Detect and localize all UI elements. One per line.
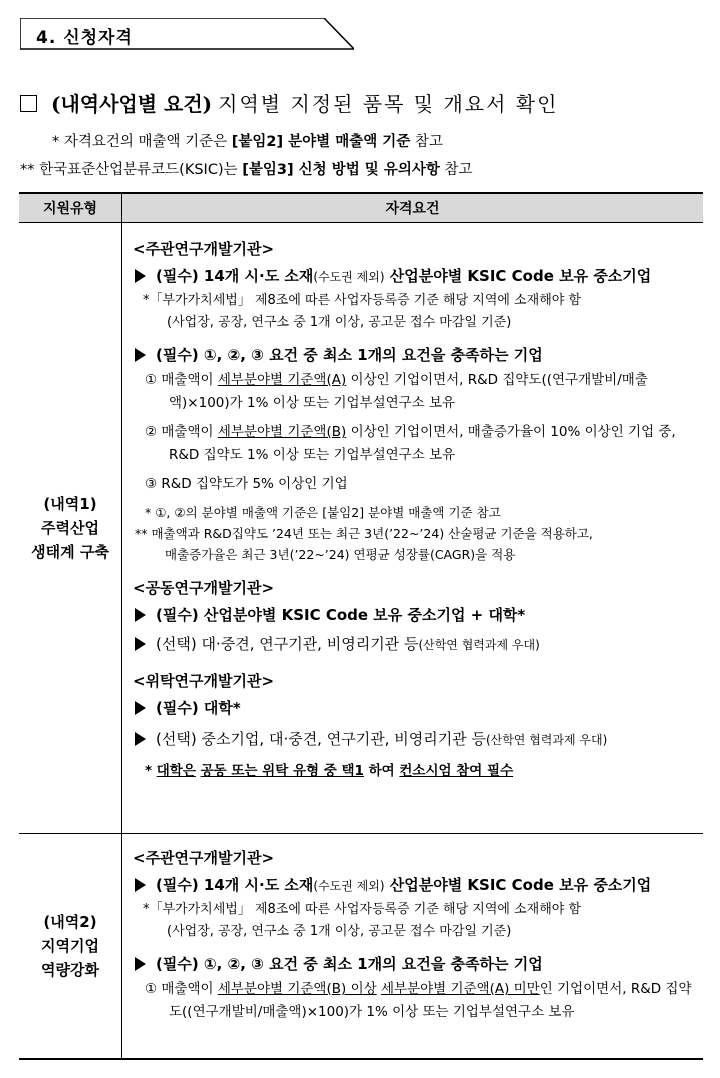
table-row	[19, 834, 703, 1060]
requirement-note: *「부가가치세법」 제8조에 따른 사업자등록증 기준 해당 지역에 소재해야 함	[143, 293, 582, 308]
condition-text: 지역별 지정된 품목 및 개요서 확인	[218, 92, 559, 116]
requirement-location: (필수) 14개 시·도 소재(수도권 제외) 산업분야별 KSIC Code 보유 중소기업	[131, 265, 702, 286]
section-header-box	[20, 18, 354, 50]
eligibility-table	[19, 192, 703, 1060]
note-prefix: * 자격요건의 매출액 기준은	[52, 134, 232, 150]
criteria-item: ③ R&D 집약도가 5% 이상인 기업	[145, 476, 348, 492]
lead-institution-label: <주관연구개발기관>	[133, 240, 275, 258]
requirement-location: (필수) 14개 시·도 소재(수도권 제외) 산업분야별 KSIC Code 보유 중소기업	[131, 874, 702, 895]
table-header-row	[19, 193, 703, 223]
table-row	[19, 223, 703, 834]
footnote: 매출증가율은 최근 3년(’22~’24) 연평균 성장률(CAGR)을 적용	[165, 547, 516, 562]
note-sales-criteria	[52, 130, 443, 151]
requirement-joint: (필수) 산업분야별 KSIC Code 보유 중소기업 + 대학*	[131, 604, 702, 625]
note-bold: [붙임3] 신청 방법 및 유의사항	[242, 162, 440, 178]
requirements-cell	[122, 834, 704, 1060]
note-ksic	[20, 158, 472, 179]
empty-square-icon	[20, 95, 37, 112]
type-cell	[19, 834, 122, 1060]
header-support-type: 지원유형	[19, 193, 122, 223]
requirement-note: (사업장, 공장, 연구소 중 1개 이상, 공고문 접수 마감일 기준)	[167, 924, 512, 939]
triangle-bullet-icon	[135, 957, 146, 971]
note-suffix: 참고	[439, 162, 473, 178]
type-cell	[19, 223, 122, 834]
section-title: 4. 신청자격	[36, 28, 133, 48]
triangle-bullet-icon	[135, 732, 146, 746]
criteria-item: ① 매출액이 세부분야별 기준액(A) 이상인 기업이면서, R&D 집약도((연구개발비/매출액)×100)가 1% 이상 또는 기업부설연구소 보유	[145, 372, 648, 411]
condition-bold: (내역사업별 요건)	[51, 92, 213, 116]
footnote: ** 매출액과 R&D집약도 ’24년 또는 최근 3년(’22~’24) 산술평균 기준을 적용하고,	[135, 526, 593, 541]
requirement-note: *「부가가치세법」 제8조에 따른 사업자등록증 기준 해당 지역에 소재해야 함	[143, 902, 582, 917]
triangle-bullet-icon	[135, 701, 146, 715]
type-line: 주력산업	[41, 519, 99, 537]
note-bold: [붙임2] 분야별 매출액 기준	[231, 134, 411, 150]
consign-institution-label: <위탁연구개발기관>	[133, 672, 275, 690]
option-consign: (선택) 중소기업, 대·중견, 연구기관, 비영리기관 등(산학연 협력과제 우대)	[131, 728, 702, 749]
triangle-bullet-icon	[135, 348, 146, 362]
triangle-bullet-icon	[135, 878, 146, 892]
requirement-note: (사업장, 공장, 연구소 중 1개 이상, 공고문 접수 마감일 기준)	[167, 315, 512, 330]
triangle-bullet-icon	[135, 608, 146, 622]
type-line: 역량강화	[41, 961, 99, 979]
note-prefix: ** 한국표준산업분류코드(KSIC)는	[20, 162, 243, 178]
note-suffix: 참고	[410, 134, 443, 150]
joint-institution-label: <공동연구개발기관>	[133, 579, 275, 597]
triangle-bullet-icon	[135, 269, 146, 283]
criteria-item: ① 매출액이 세부분야별 기준액(B) 이상 세부분야별 기준액(A) 미만인 기업이면서, R&D 집약도((연구개발비/매출액)×100)가 1% 이상 또는 기업부설연구소 보유	[145, 981, 692, 1020]
lead-institution-label: <주관연구개발기관>	[133, 849, 275, 867]
requirement-criteria: (필수) ①, ②, ③ 요건 중 최소 1개의 요건을 충족하는 기업	[131, 953, 702, 974]
type-line: (내역1)	[43, 495, 97, 513]
requirements-cell	[122, 223, 704, 834]
condition-line	[20, 88, 558, 117]
mandatory-note: * 대학은 공동 또는 위탁 유형 중 택1 하여 컨소시엄 참여 필수	[145, 763, 514, 779]
type-line: 지역기업	[41, 937, 99, 955]
type-line: 생태계 구축	[31, 543, 109, 561]
type-line: (내역2)	[43, 913, 97, 931]
requirement-consign: (필수) 대학*	[131, 697, 702, 718]
option-joint: (선택) 대·중견, 연구기관, 비영리기관 등(산학연 협력과제 우대)	[131, 633, 702, 654]
requirement-criteria: (필수) ①, ②, ③ 요건 중 최소 1개의 요건을 충족하는 기업	[131, 344, 702, 365]
header-requirements: 자격요건	[122, 193, 704, 223]
criteria-item: ② 매출액이 세부분야별 기준액(B) 이상인 기업이면서, 매출증가율이 10% 이상인 기업 중, R&D 집약도 1% 이상 또는 기업부설연구소 보유	[145, 424, 676, 463]
footnote: * ①, ②의 분야별 매출액 기준은 [붙임2] 분야별 매출액 기준 참고	[145, 505, 501, 520]
triangle-bullet-icon	[135, 637, 146, 651]
